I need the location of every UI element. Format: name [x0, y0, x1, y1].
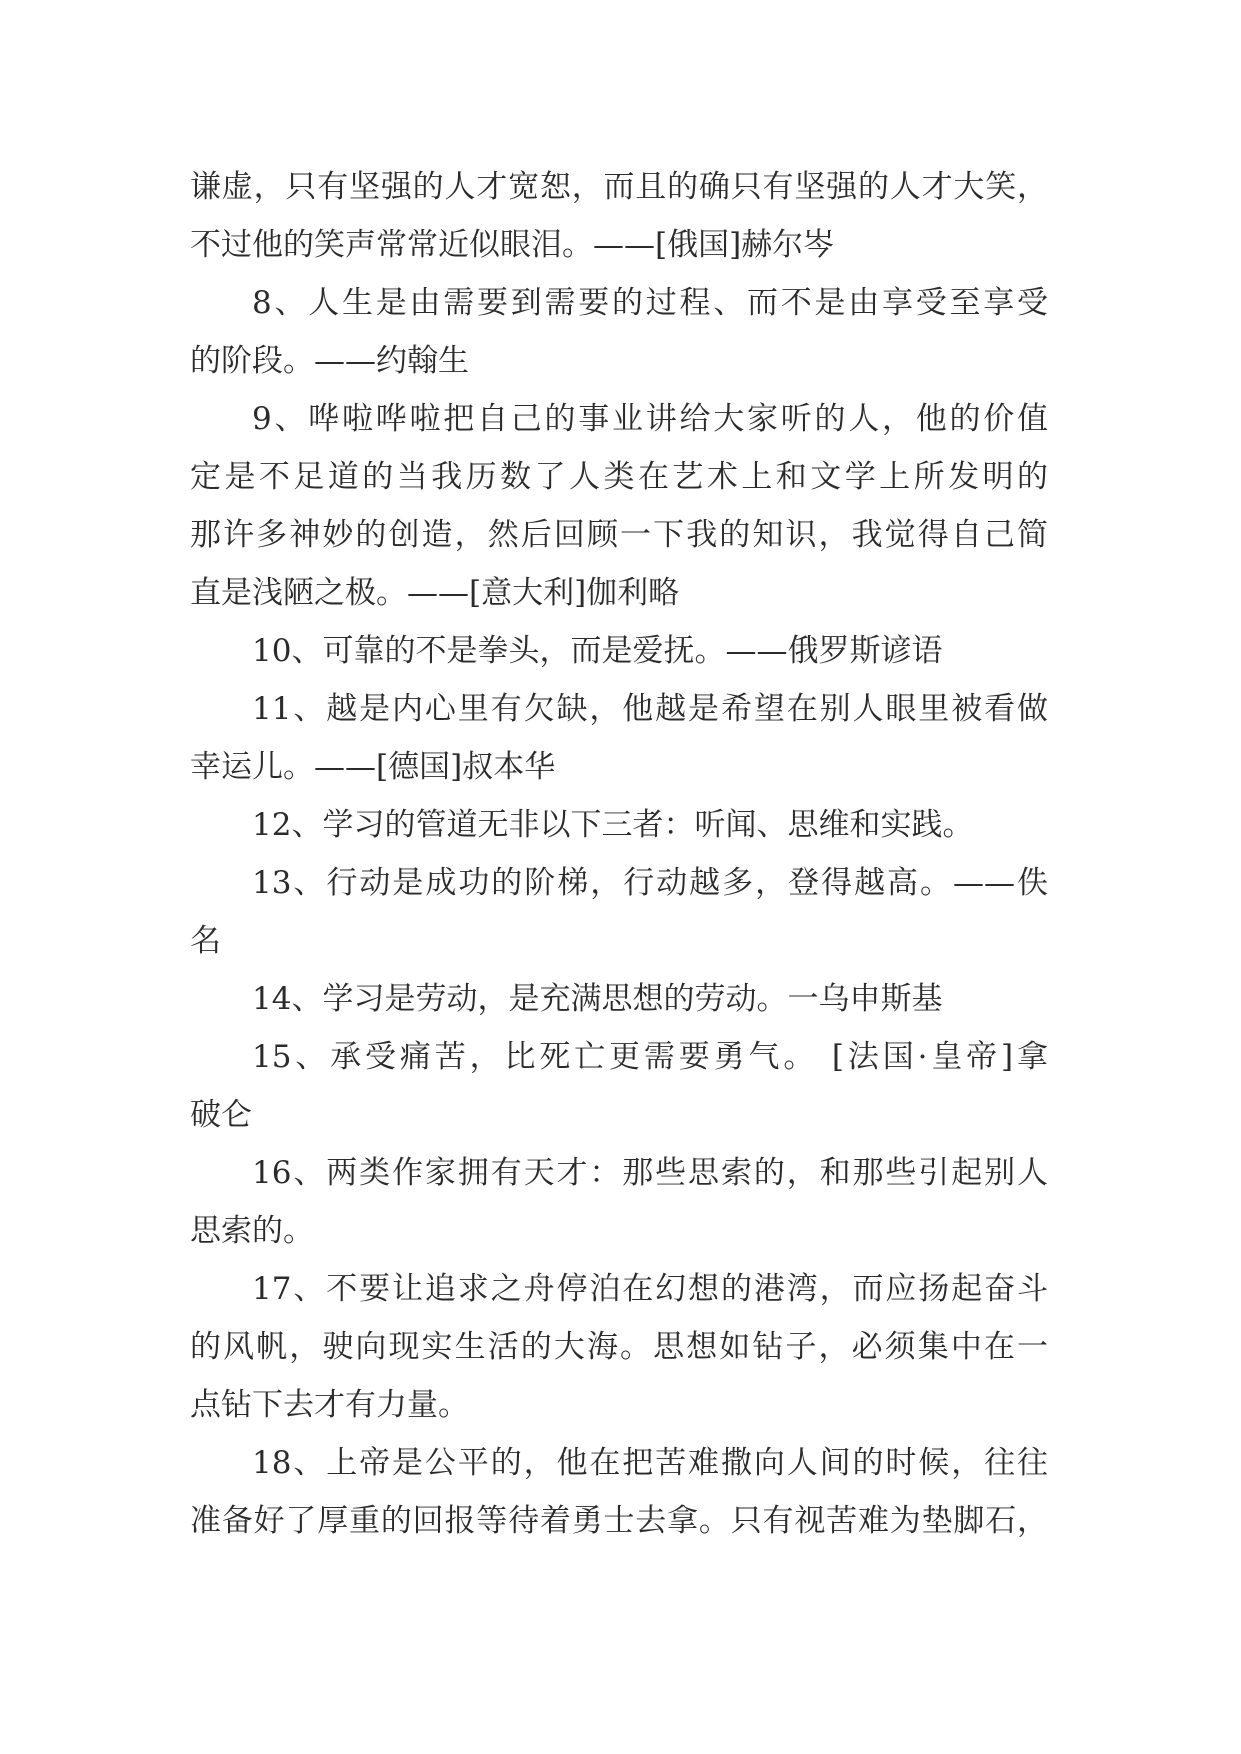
text-line: 思索的。 — [190, 1213, 314, 1249]
text-line: 15、承受痛苦，比死亡更需要勇气。 [法国·皇帝]拿 — [252, 1039, 1048, 1075]
text-line: 的阶段。——约翰生 — [190, 343, 469, 379]
text-line: 10、可靠的不是拳头，而是爱抚。——俄罗斯谚语 — [252, 633, 943, 669]
text-line: 13、行动是成功的阶梯，行动越多，登得越高。——佚 — [252, 865, 1048, 901]
text-line: 破仑 — [190, 1097, 252, 1133]
text-line: 14、学习是劳动，是充满思想的劳动。一乌申斯基 — [252, 981, 943, 1017]
text-line: 点钻下去才有力量。 — [190, 1387, 469, 1423]
text-line: 定是不足道的当我历数了人类在艺术上和文学上所发明的 — [190, 459, 1048, 495]
text-line: 17、不要让追求之舟停泊在幻想的港湾，而应扬起奋斗 — [252, 1271, 1048, 1307]
text-line: 12、学习的管道无非以下三者：听闻、思维和实践。 — [252, 807, 974, 843]
text-line: 不过他的笑声常常近似眼泪。——[俄国]赫尔岑 — [190, 227, 835, 263]
text-line: 16、两类作家拥有天才：那些思索的，和那些引起别人 — [252, 1155, 1048, 1191]
text-line: 的风帆，驶向现实生活的大海。思想如钻子，必须集中在一 — [190, 1329, 1048, 1365]
text-line: 幸运儿。——[德国]叔本华 — [190, 749, 556, 785]
text-line: 18、上帝是公平的，他在把苦难撒向人间的时候，往往 — [252, 1445, 1048, 1481]
text-line: 名 — [190, 923, 221, 959]
text-line: 9、哗啦哗啦把自己的事业讲给大家听的人，他的价值 — [252, 401, 1048, 437]
text-line: 准备好了厚重的回报等待着勇士去拿。只有视苦难为垫脚石， — [190, 1503, 1048, 1539]
text-line: 直是浅陋之极。——[意大利]伽利略 — [190, 575, 680, 611]
text-line: 那许多神妙的创造，然后回顾一下我的知识，我觉得自己简 — [190, 517, 1048, 553]
text-line: 8、人生是由需要到需要的过程、而不是由享受至享受 — [252, 285, 1048, 321]
document-body — [190, 158, 1048, 1550]
text-line: 谦虚，只有坚强的人才宽恕，而且的确只有坚强的人才大笑， — [190, 169, 1048, 205]
text-line: 11、越是内心里有欠缺，他越是希望在别人眼里被看做 — [252, 691, 1048, 727]
